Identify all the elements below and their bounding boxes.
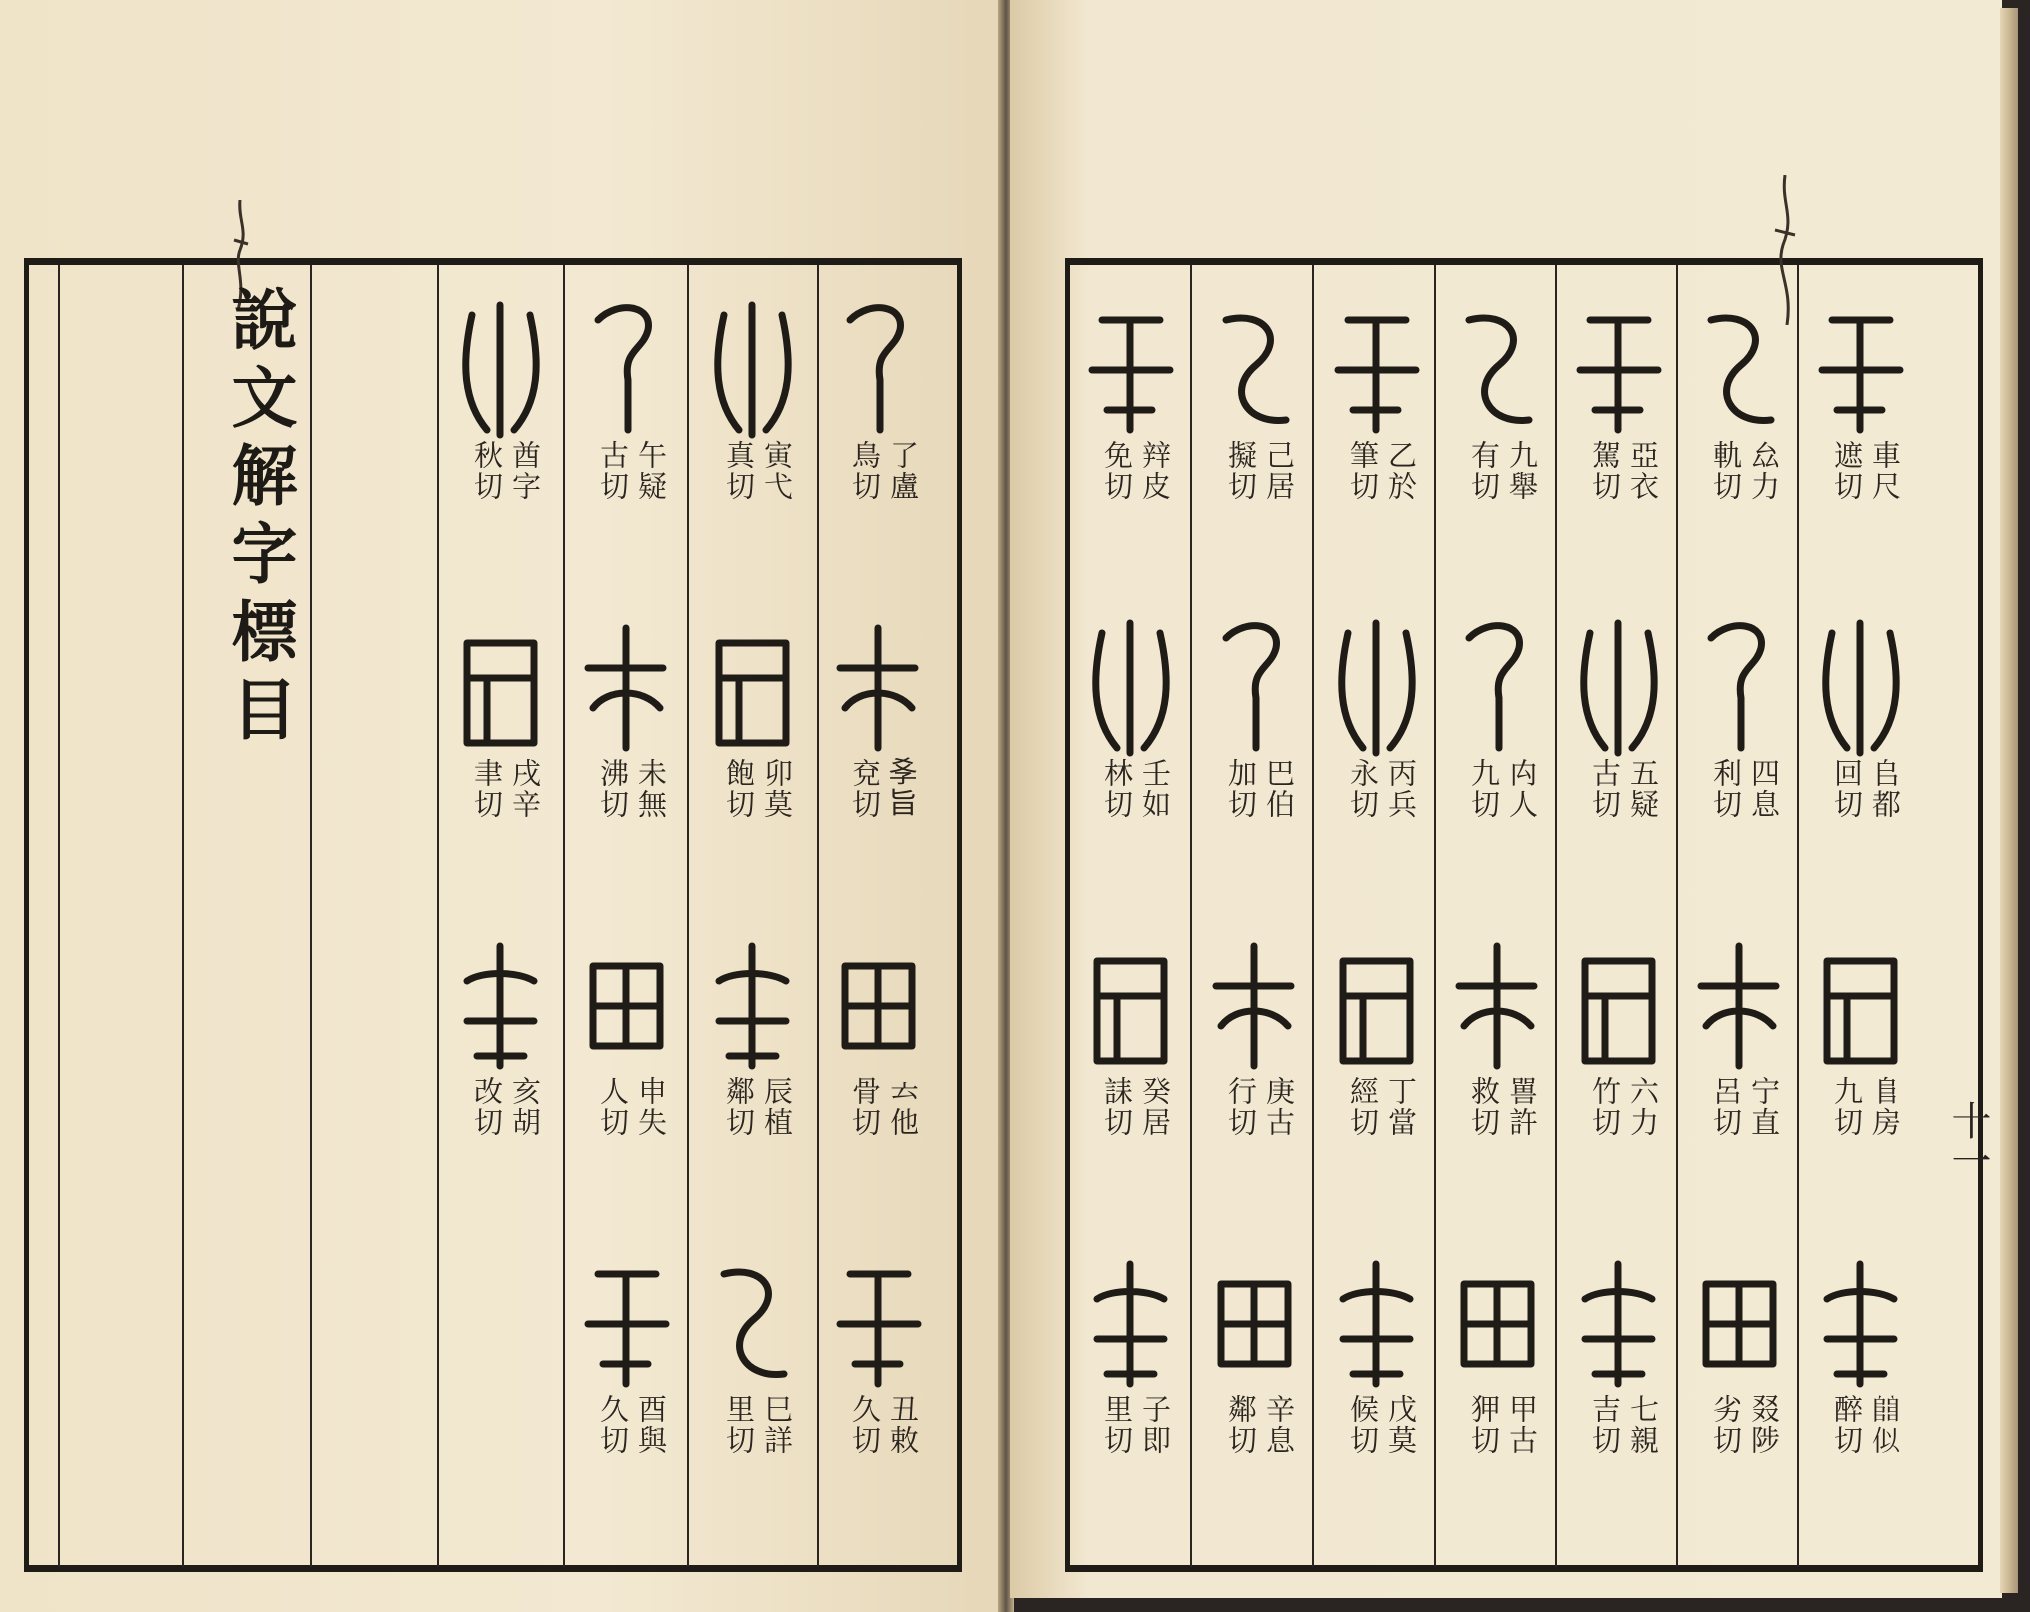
fanqie-note (1451, 1394, 1539, 1524)
seal-glyph-icon (1802, 290, 1920, 440)
seal-glyph-icon (1802, 926, 1920, 1076)
fanqie-note (454, 1076, 542, 1206)
page-title: 說文解字標目 (220, 285, 298, 753)
fanqie-note (1572, 1076, 1660, 1206)
fanqie-note (832, 1394, 920, 1524)
note-line-b: 鄰切 (722, 1076, 756, 1138)
fanqie-note (1451, 440, 1539, 570)
page-edge (2000, 8, 2018, 1593)
seal-glyph-icon (1196, 926, 1314, 1076)
note-line-a: 申失 (634, 1076, 668, 1138)
fanqie-note (454, 758, 542, 888)
fanqie-note (1208, 758, 1296, 888)
note-line-a: 𨸏房 (1868, 1076, 1902, 1138)
fanqie-note (832, 1076, 920, 1206)
fanqie-note (832, 758, 920, 888)
seal-glyph-icon (1072, 608, 1190, 758)
fanqie-note (1208, 1394, 1296, 1524)
note-line-b: 久切 (596, 1394, 630, 1456)
note-line-b: 竹切 (1588, 1076, 1622, 1138)
seal-glyph-icon (1072, 290, 1190, 440)
note-line-a: 壬如 (1138, 758, 1172, 820)
note-line-b: 加切 (1224, 758, 1258, 820)
note-line-a: 甲古 (1505, 1394, 1539, 1456)
fanqie-note (1208, 1076, 1296, 1206)
note-line-a: 六力 (1626, 1076, 1660, 1138)
seal-glyph-icon (568, 608, 686, 758)
seal-glyph-icon (820, 608, 938, 758)
note-line-a: 巴伯 (1262, 758, 1296, 820)
note-line-b: 候切 (1346, 1394, 1380, 1456)
note-line-a: 辡皮 (1138, 440, 1172, 502)
note-line-a: 子即 (1138, 1394, 1172, 1456)
seal-glyph-icon (442, 608, 560, 758)
seal-glyph-icon (1318, 926, 1436, 1076)
fanqie-note (1084, 1394, 1172, 1524)
note-line-b: 聿切 (470, 758, 504, 820)
seal-glyph-icon (1681, 290, 1799, 440)
fanqie-note (1208, 440, 1296, 570)
note-line-b: 醉切 (1830, 1394, 1864, 1456)
fanqie-note (1572, 758, 1660, 888)
note-line-a: 酋字 (508, 440, 542, 502)
seal-glyph-icon (1196, 608, 1314, 758)
note-line-a: 丁當 (1384, 1076, 1418, 1138)
left-page (0, 0, 1002, 1612)
seal-glyph-icon (1196, 1244, 1314, 1394)
seal-glyph-icon (1318, 608, 1436, 758)
note-line-a: 五疑 (1626, 758, 1660, 820)
seal-glyph-icon (1802, 608, 1920, 758)
note-line-a: 七親 (1626, 1394, 1660, 1456)
note-line-a: 酉與 (634, 1394, 668, 1456)
column-rule (58, 265, 60, 1567)
note-line-b: 狎切 (1467, 1394, 1501, 1456)
seal-glyph-icon (1681, 608, 1799, 758)
note-line-a: 辰植 (760, 1076, 794, 1138)
column-rule (437, 265, 439, 1567)
note-line-a: 𡥈旨 (886, 758, 920, 820)
note-line-b: 秋切 (470, 440, 504, 502)
fanqie-note (1693, 758, 1781, 888)
seal-glyph-icon (1560, 608, 1678, 758)
note-line-a: 𠫓他 (886, 1076, 920, 1138)
note-line-a: 卯莫 (760, 758, 794, 820)
note-line-a: 亥胡 (508, 1076, 542, 1138)
fanqie-note (580, 1394, 668, 1524)
fanqie-note (1451, 1076, 1539, 1206)
note-line-a: 戊莫 (1384, 1394, 1418, 1456)
note-line-a: 己居 (1262, 440, 1296, 502)
note-line-a: 丙兵 (1384, 758, 1418, 820)
note-line-b: 吉切 (1588, 1394, 1622, 1456)
note-line-a: 厽力 (1747, 440, 1781, 502)
fanqie-note (706, 440, 794, 570)
note-line-b: 鄰切 (1224, 1394, 1258, 1456)
note-line-b: 兗切 (848, 758, 882, 820)
fanqie-note (1814, 440, 1902, 570)
note-line-b: 遮切 (1830, 440, 1864, 502)
note-line-a: 𠂤都 (1868, 758, 1902, 820)
column-rule (310, 265, 312, 1567)
note-line-b: 劣切 (1709, 1394, 1743, 1456)
note-line-b: 免切 (1100, 440, 1134, 502)
fanqie-note (580, 440, 668, 570)
seal-glyph-icon (1196, 290, 1314, 440)
column-rule (563, 265, 565, 1567)
note-line-b: 林切 (1100, 758, 1134, 820)
seal-glyph-icon (1318, 290, 1436, 440)
seal-glyph-icon (568, 1244, 686, 1394)
note-line-b: 古切 (1588, 758, 1622, 820)
seal-glyph-icon (1681, 926, 1799, 1076)
note-line-a: 寅弋 (760, 440, 794, 502)
note-line-b: 人切 (596, 1076, 630, 1138)
note-line-b: 軌切 (1709, 440, 1743, 502)
seal-glyph-icon (1439, 290, 1557, 440)
note-line-a: 叕陟 (1747, 1394, 1781, 1456)
seal-glyph-icon (1560, 926, 1678, 1076)
fanqie-note (1330, 1394, 1418, 1524)
note-line-a: 庚古 (1262, 1076, 1296, 1138)
fanqie-note (1814, 1394, 1902, 1524)
fanqie-note (580, 1076, 668, 1206)
fanqie-note (1693, 440, 1781, 570)
note-line-b: 呂切 (1709, 1076, 1743, 1138)
fanqie-note (454, 440, 542, 570)
seal-glyph-icon (568, 926, 686, 1076)
note-line-b: 骨切 (848, 1076, 882, 1138)
note-line-b: 九切 (1467, 758, 1501, 820)
note-line-a: 乙於 (1384, 440, 1418, 502)
seal-glyph-icon (820, 926, 938, 1076)
seal-glyph-icon (1072, 1244, 1190, 1394)
note-line-b: 真切 (722, 440, 756, 502)
note-line-b: 改切 (470, 1076, 504, 1138)
seal-glyph-icon (1439, 926, 1557, 1076)
fanqie-note (580, 758, 668, 888)
note-line-b: 飽切 (722, 758, 756, 820)
note-line-a: 嘼許 (1505, 1076, 1539, 1138)
note-line-b: 沸切 (596, 758, 630, 820)
seal-glyph-icon (1318, 1244, 1436, 1394)
note-line-a: 車尺 (1868, 440, 1902, 502)
fanqie-note (706, 1394, 794, 1524)
note-line-a: 戌辛 (508, 758, 542, 820)
note-line-b: 誄切 (1100, 1076, 1134, 1138)
note-line-b: 久切 (848, 1394, 882, 1456)
column-rule (182, 265, 184, 1567)
note-line-a: 九舉 (1505, 440, 1539, 502)
fanqie-note (1084, 758, 1172, 888)
fanqie-note (1330, 758, 1418, 888)
fanqie-note (1693, 1076, 1781, 1206)
column-rule (687, 265, 689, 1567)
seal-glyph-icon (1072, 926, 1190, 1076)
seal-glyph-icon (694, 608, 812, 758)
fanqie-note (1572, 440, 1660, 570)
seal-glyph-icon (1802, 1244, 1920, 1394)
fanqie-note (1814, 1076, 1902, 1206)
note-line-b: 回切 (1830, 758, 1864, 820)
fanqie-note (706, 1076, 794, 1206)
note-line-b: 利切 (1709, 758, 1743, 820)
fanqie-note (1572, 1394, 1660, 1524)
note-line-a: 宁直 (1747, 1076, 1781, 1138)
column-rule (1190, 265, 1192, 1567)
seal-glyph-icon (1439, 608, 1557, 758)
fanqie-note (1084, 440, 1172, 570)
note-line-a: 癸居 (1138, 1076, 1172, 1138)
note-line-a: 丑敕 (886, 1394, 920, 1456)
note-line-b: 鳥切 (848, 440, 882, 502)
seal-glyph-icon (820, 290, 938, 440)
fanqie-note (1084, 1076, 1172, 1206)
note-line-b: 筆切 (1346, 440, 1380, 502)
note-line-b: 里切 (1100, 1394, 1134, 1456)
seal-glyph-icon (1681, 1244, 1799, 1394)
note-line-a: 未無 (634, 758, 668, 820)
note-line-a: 巳詳 (760, 1394, 794, 1456)
seal-glyph-icon (694, 1244, 812, 1394)
note-line-b: 駕切 (1588, 440, 1622, 502)
seal-glyph-icon (442, 290, 560, 440)
seal-glyph-icon (1439, 1244, 1557, 1394)
seal-glyph-icon (694, 290, 812, 440)
note-line-a: 了盧 (886, 440, 920, 502)
note-line-a: 辛息 (1262, 1394, 1296, 1456)
seal-glyph-icon (694, 926, 812, 1076)
note-line-b: 永切 (1346, 758, 1380, 820)
note-line-a: 午疑 (634, 440, 668, 502)
note-line-b: 救切 (1467, 1076, 1501, 1138)
fanqie-note (1330, 1076, 1418, 1206)
fanqie-note (832, 440, 920, 570)
note-line-b: 行切 (1224, 1076, 1258, 1138)
fanqie-note (1330, 440, 1418, 570)
note-line-b: 擬切 (1224, 440, 1258, 502)
note-line-b: 古切 (596, 440, 630, 502)
seal-glyph-icon (820, 1244, 938, 1394)
fanqie-note (706, 758, 794, 888)
fanqie-note (1814, 758, 1902, 888)
seal-glyph-icon (442, 926, 560, 1076)
note-line-a: 四息 (1747, 758, 1781, 820)
note-line-b: 里切 (722, 1394, 756, 1456)
fanqie-note (1451, 758, 1539, 888)
right-page (1010, 0, 2002, 1598)
note-line-a: 亞衣 (1626, 440, 1660, 502)
folio-number: 十一 (1945, 1100, 1991, 1180)
note-line-b: 經切 (1346, 1076, 1380, 1138)
note-line-a: 𨺅似 (1868, 1394, 1902, 1456)
note-line-a: 禸人 (1505, 758, 1539, 820)
column-rule (817, 265, 819, 1567)
seal-glyph-icon (568, 290, 686, 440)
seal-glyph-icon (1560, 290, 1678, 440)
note-line-b: 有切 (1467, 440, 1501, 502)
fanqie-note (1693, 1394, 1781, 1524)
seal-glyph-icon (1560, 1244, 1678, 1394)
note-line-b: 九切 (1830, 1076, 1864, 1138)
